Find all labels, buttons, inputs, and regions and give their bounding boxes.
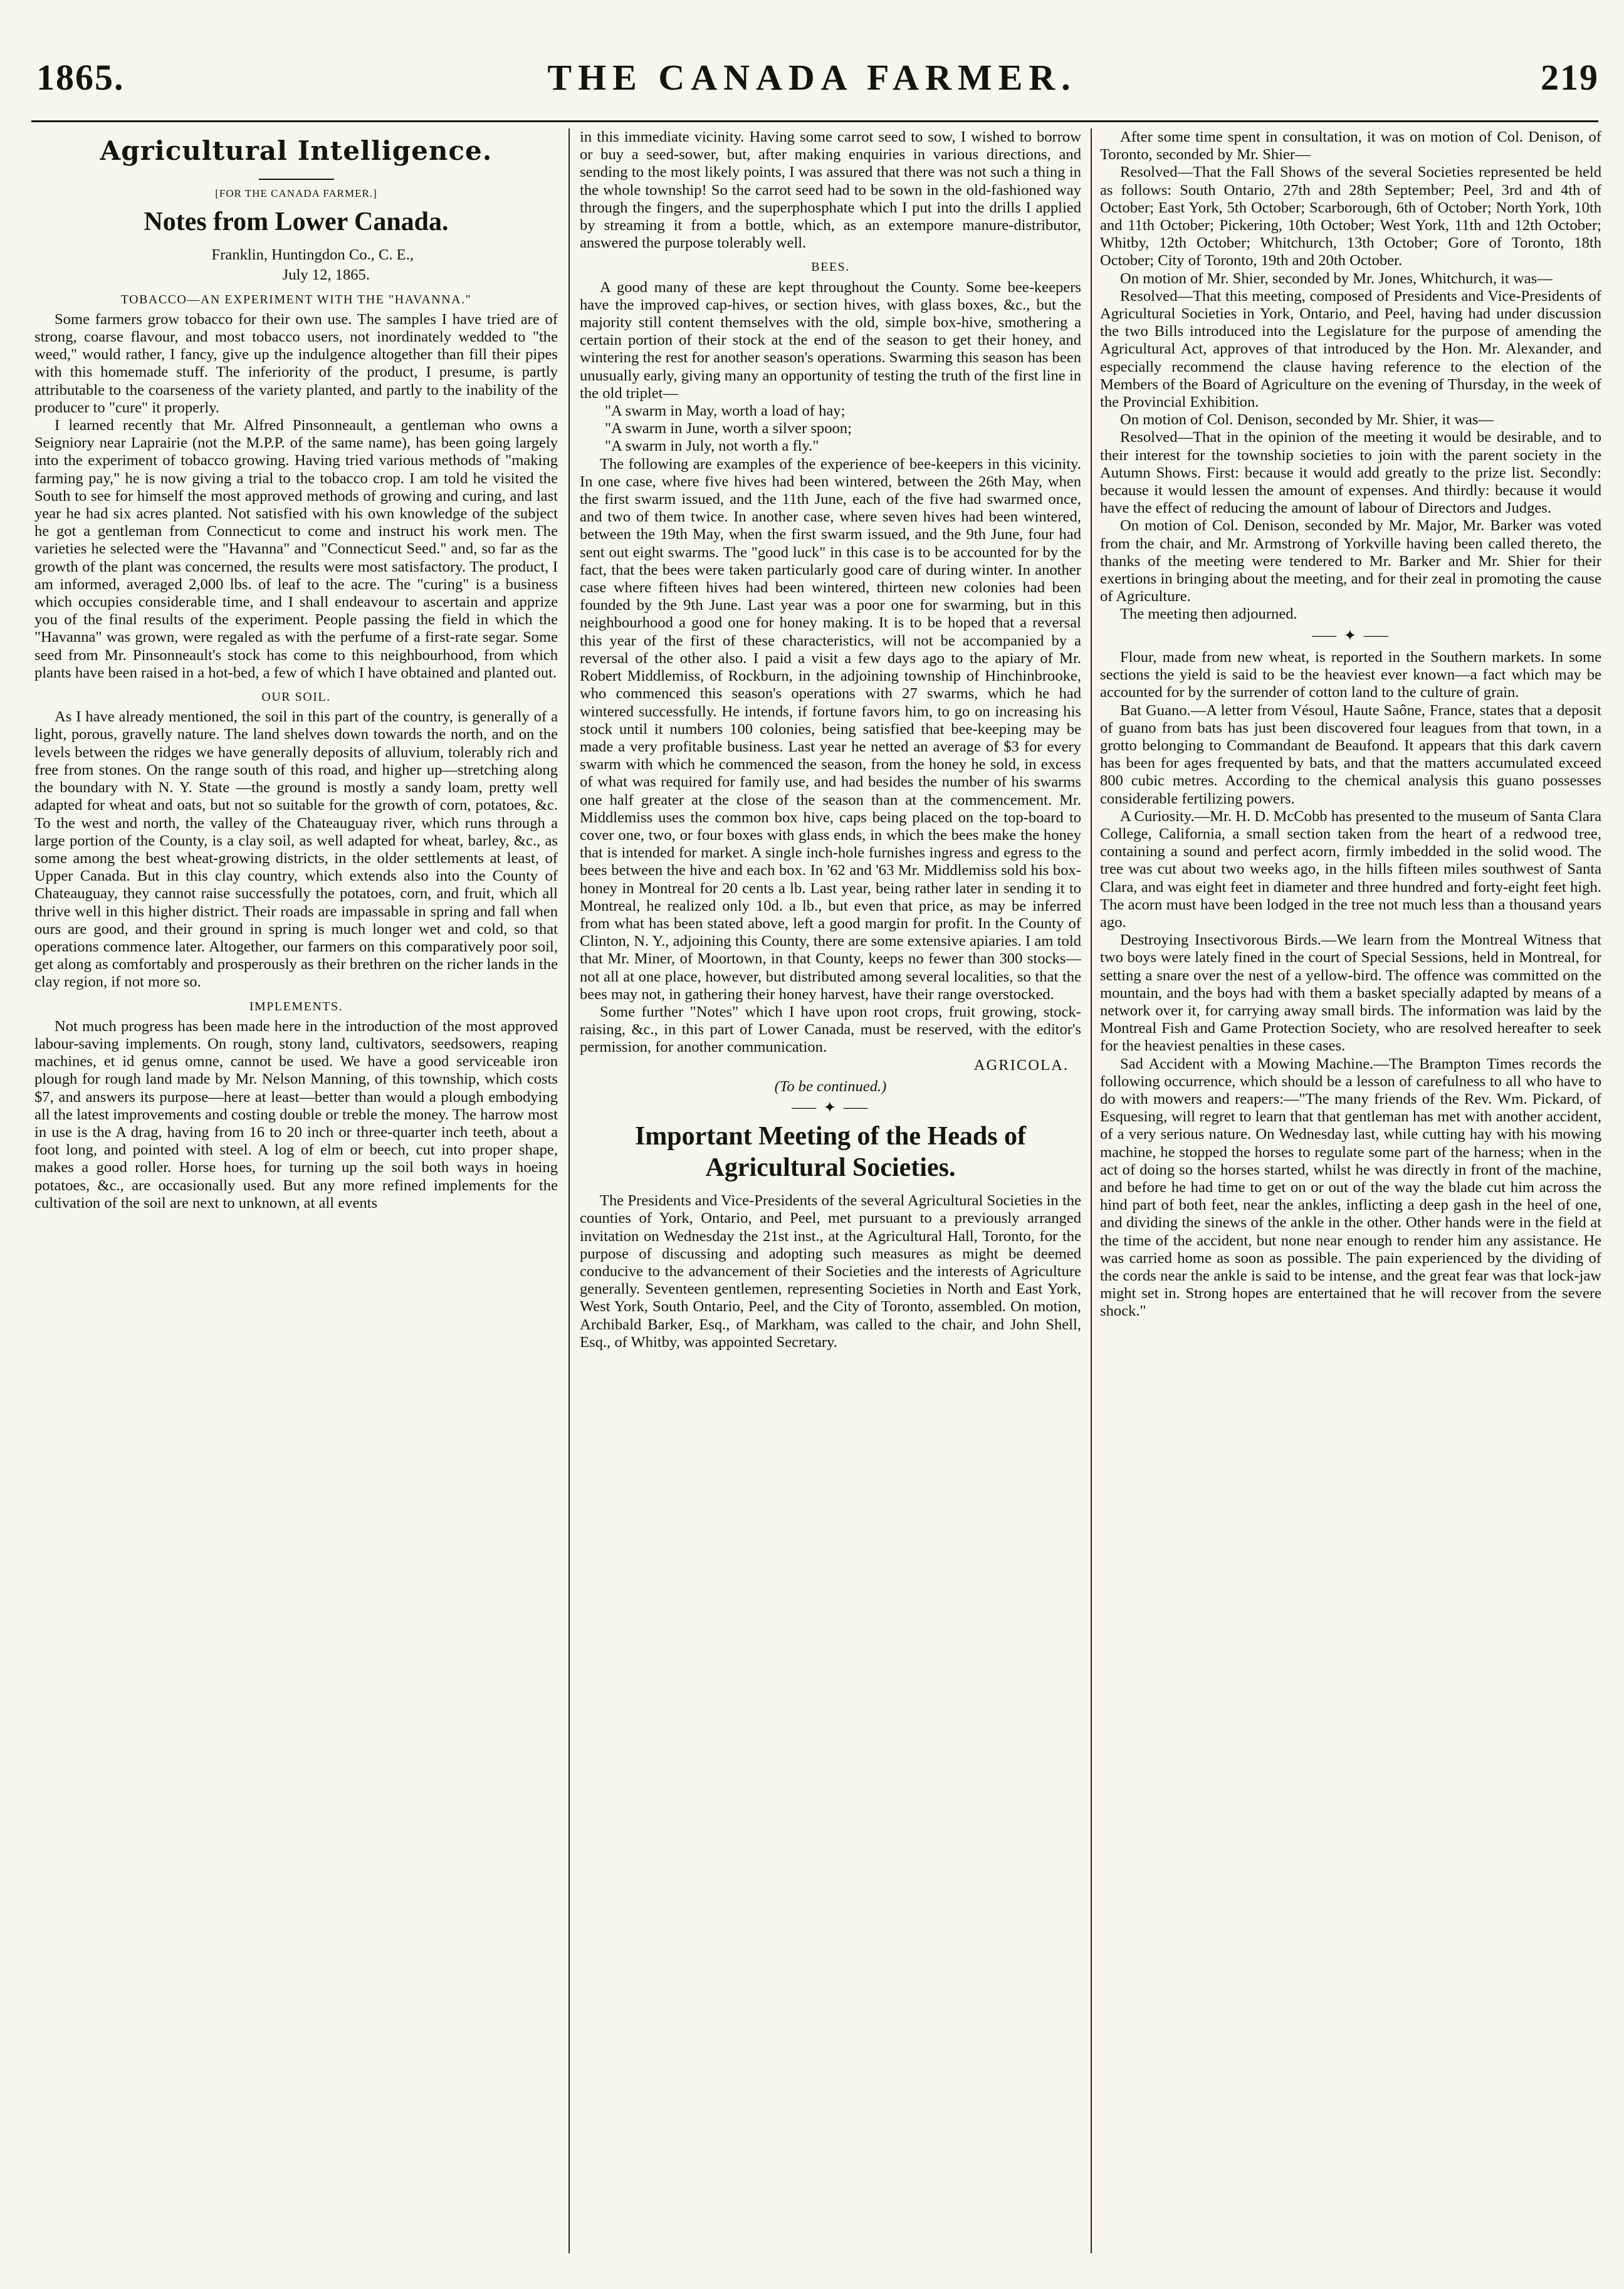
header-rule <box>31 120 1598 122</box>
column-3 <box>1100 128 1601 2260</box>
publication-title: THE CANADA FARMER. <box>547 57 1077 98</box>
paragraph: The following are examples of the experience of bee-keepers in this vicinity. In one case, where five hives had been wintered, between the 26th May, when the first swarm issued, and the 11th June, each of the five had swarmed once, and two of them twice. In another case, where seven hives had been wintered, between the 19th May, when the first swarm issued, and the 9th June, four had sent out eight swarms. The "good luck" in this case is to be accounted for by the fact, that the bees were taken particularly good care of during winter. In another case where fifteen hives had been wintered, thirteen new colonies had been founded by the 9th June. Last year was a poor one for swarming, but in this neighbourhood a good one for honey making. It is to be hoped that a reversal this year of the first of these characteristics, will not be accompanied by a reversal of the other also. I paid a visit a few days ago to the apiary of Mr. Robert Middlemiss, of Rockburn, in the adjoining township of Hinchinbrooke, who commenced this season's operations with 27 swarms, which he had wintered successfully. He intends, if fortune favors him, to go on increasing his stock until it numbers 100 colonies, being satisfied that bee-keeping may be made a very profitable business. Last year he netted an average of $3 for every swarm with which he commenced the season, from the honey he sold, in excess of what was required for family use, and had besides the number of his swarms one half greater at the close of the season than at the commencement. Mr. Middlemiss uses the common box hive, caps being placed on the top-board to cover one, two, or four boxes with glass ends, in which the bees make the honey that is intended for market. A single inch-hole furnishes ingress and egress to the bees between the hive and each box. In '62 and '63 Mr. Middlemiss sold his box-honey in Montreal for 20 cents a lb. Last year, being rather later in sending it to Montreal, he realized only 10d. a lb., but even that price, as may be inferred from what has been stated above, left a good margin for profit. In the County of Clinton, N. Y., adjoining this County, there are some extensive apiaries. I am told that Mr. Miner, of Moortown, in that County, keeps no fewer than 300 stocks—not all at one place, however, but distributed among several localities, so that the bees may not, in gathering their honey harvest, have their range overstocked. <box>580 455 1081 1003</box>
column-2 <box>580 128 1081 2260</box>
signature: AGRICOLA. <box>973 1056 1069 1074</box>
dateline-date: July 12, 1865. <box>282 266 370 284</box>
column-1 <box>34 128 558 2260</box>
paragraph: After some time spent in consultation, it was on motion of Col. Denison, of Toronto, seconded by Mr. Shier— <box>1100 128 1601 164</box>
verse-line: "A swarm in July, not worth a fly." <box>605 437 819 455</box>
paragraph: Resolved—That the Fall Shows of the several Societies represented be held as follows: South Ontario, 27th and 28th September; Peel, 3rd and 4th of October; East York, 5th October; Scarborough, 6th of October; North York, 10th and 11th October; Pickering, 10th October; West York, 11th and 12th October; Whitby, 12th October; Whitchurch, 13th October; Gore of Toronto, 18th October; City of Toronto, 19th and 20th October. <box>1100 164 1601 270</box>
verse-line: "A swarm in June, worth a silver spoon; <box>605 420 852 437</box>
subheading: TOBACCO—AN EXPERIMENT WITH THE "HAVANNA." <box>120 292 472 306</box>
kicker: [FOR THE CANADA FARMER.] <box>215 187 377 199</box>
paragraph: Some farmers grow tobacco for their own use. The samples I have tried are of strong, coarse flavour, and most tobacco users, not inordinately wedded to "the weed," would rather, I fancy, give up the indulgence altogether than fill their pipes with this homemade stuff. The inferiority of the product, I presume, is partly attributable to the coarseness of the variety planted, and partly to the inability of the producer to "cure" it properly. <box>34 310 558 416</box>
paragraph: Resolved—That this meeting, composed of Presidents and Vice-Presidents of Agricultural Societies in York, Ontario, and Peel, having had under discussion the two Bills introduced into the Legislature for the purpose of amending the Agricultural Act, approves of that introduced by the Hon. Mr. Alexander, and especially recommend the clause having reference to the election of the Members of the Board of Agriculture on the evening of Thursday, in the week of the Provincial Exhibition. <box>1100 287 1601 411</box>
paragraph: Flour, made from new wheat, is reported in the Southern markets. In some sections the yield is said to be the heaviest ever known—a fact which may be accounted for by the surrender of cotton land to the culture of grain. <box>1100 648 1601 701</box>
article-headline: Notes from Lower Canada. <box>144 207 449 237</box>
paragraph: Not much progress has been made here in the introduction of the most approved labour-saving implements. On rough, stony land, cultivators, seedsowers, reaping machines, et id genus omne, cannot be used. We have a good serviceable iron plough for rough land made by Mr. Nelson Manning, of this township, which costs $7, and answers its purpose—here at least—better than would a plough embodying all the latest improvements and costing double or treble the money. The harrow most in use is the A drag, having from 16 to 20 inch or three-quarter inch teeth, about a foot long, and pointed with steel. A log of elm or beech, cut into proper shape, makes a good roller. Horse hoes, for turning up the soil both ways in hoeing potatoes, &c., are occasionally used. But any more refined implements for the cultivation of the soil are next to unknown, at all events <box>34 1017 558 1212</box>
paragraph: I learned recently that Mr. Alfred Pinsonneault, a gentleman who owns a Seigniory near Laprairie (not the M.P.P. of the same name), has been going largely into the experiment of tobacco growing. Having tried various methods of "making farming pay," he is now giving a trial to the tobacco crop. I am told he visited the South to see for himself the most approved methods of growing and curing, and last year he had six acres planted. Not satisfied with his own knowledge of the subject he got a gentleman from Connecticut to come and instruct his work men. The varieties he selected were the "Havanna" and "Connecticut Seed." and, so far as the growth of the plant was concerned, the results were most satisfactory. The product, I am informed, averaged 2,000 lbs. of leaf to the acre. The "curing" is a business which occupies considerable time, and I shall endeavour to ascertain and apprize you of the final results of the experiment. People passing the field in which the "Havanna" was grown, were regaled as with the perfume of a first-rate segar. Some seed from Mr. Pinsonneault's stock has come to this neighbourhood, from which plants have been raised in a hot-bed, a few of which I have obtained and planted out. <box>34 417 558 681</box>
subheading: IMPLEMENTS. <box>249 999 343 1014</box>
paragraph: On motion of Col. Denison, seconded by Mr. Major, Mr. Barker was voted from the chair, and Mr. Armstrong of Yorkville having been called thereto, the thanks of the meeting were tendered to Mr. Barker and Mr. Shier for their exertions in bringing about the meeting, and for their zeal in promoting the cause of Agriculture. <box>1100 517 1601 605</box>
paragraph: Destroying Insectivorous Birds.—We learn from the Montreal Witness that two boys were lately fined in the court of Special Sessions, held in Montreal, for setting a snare over the nest of a yellow-bird. The offence was committed on the mountain, and the boys had with them a basket specially adapted by means of a network over it, for carrying away small birds. The information was laid by the Montreal Fish and Game Protection Society, who are resolved hereafter to seek for the heaviest penalties in these cases. <box>1100 931 1601 1055</box>
subheading: BEES. <box>811 260 850 275</box>
paragraph: The meeting then adjourned. <box>1119 605 1297 623</box>
column-divider <box>568 128 570 2253</box>
paragraph: A good many of these are kept throughout the County. Some bee-keepers have the improved cap-hives, or section hives, with glass boxes, &c., but the majority still content themselves with the old, simple box-hive, smothering a certain portion of their stock at the end of the season to get their honey, and wintering the rest for another season's operations. Swarming this season has been unusually early, giving many an opportunity of testing the truth of the first line in the old triplet— <box>580 278 1081 402</box>
subheading: OUR SOIL. <box>261 690 331 705</box>
continued-note: (To be continued.) <box>774 1077 887 1095</box>
page-number: 219 <box>1541 57 1599 98</box>
divider <box>259 179 334 180</box>
column-divider <box>1091 128 1092 2253</box>
paragraph: in this immediate vicinity. Having some carrot seed to sow, I wished to borrow or buy a seed-sower, but, after making enquiries in various directions, and sending to the most likely points, I was assured that there was not such a thing in the whole township! So the carrot seed had to be sown in the old-fashioned way through the fingers, and the superphosphate which I put into the drills I applied by streaming it from a bottle, which, as an extempore manure-distributor, answered the purpose tolerably well. <box>580 128 1081 252</box>
dateline: Franklin, Huntingdon Co., C. E., <box>211 246 414 264</box>
ornamental-rule: ⸺ ✦ ⸺ <box>1311 627 1391 644</box>
issue-year: 1865. <box>36 57 125 98</box>
paragraph: On motion of Mr. Shier, seconded by Mr. Jones, Whitchurch, it was— <box>1119 270 1553 287</box>
paragraph: Sad Accident with a Mowing Machine.—The Brampton Times records the following occurrence, which should be a lesson of carefulness to all who have to do with mowers and reapers:—"The many friends of the Rev. Wm. Pickard, of Esquesing, will regret to learn that that gentleman has met with another accident, of a very serious nature. On Wednesday last, while cutting hay with his mowing machine, he stopped the horses to regulate some part of the harness; when in the act of doing so the horses started, whilst he was directly in front of the machine, and before he had time to get on or out of the way the blade cut him across the hind part of both feet, near the ankles, inflicting a deep gash in the heel of one, and dividing the sinews of the ankle in the other. Other hands were in the field at the time of the accident, but none near enough to render him any assistance. He was carried home as soon as possible. The pain experienced by the dividing of the cords near the ankle is said to be intense, and the great fear was that lock-jaw might set in. Strong hopes are entertained that he will recover from the severe shock." <box>1100 1055 1601 1320</box>
paragraph: The Presidents and Vice-Presidents of the several Agricultural Societies in the counties of York, Ontario, and Peel, met pursuant to a previously arranged invitation on Wednesday the 21st inst., at the Agricultural Hall, Toronto, for the purpose of discussing and adopting such measures as might be deemed conducive to the advancement of their Societies and the interests of Agriculture generally. Seventeen gentlemen, representing Societies in North and East York, West York, South Ontario, Peel, and the City of Toronto, assembled. On motion, Archibald Barker, Esq., of Markham, was called to the chair, and John Shell, Esq., of Whitby, was appointed Secretary. <box>580 1192 1081 1351</box>
paragraph: Bat Guano.—A letter from Vésoul, Haute Saône, France, states that a deposit of guano from bats has just been discovered four leagues from that town, in a grotto belonging to Commandant de Beaufond. It appears that this dark cavern has been for ages frequented by bats, and that the matters accumulated exceed 800 cubic metres. According to the chemical analysis this guano possesses considerable fertilizing powers. <box>1100 701 1601 807</box>
paragraph: A Curiosity.—Mr. H. D. McCobb has presented to the museum of Santa Clara College, California, a small section taken from the heart of a redwood tree, containing a sound and perfect acorn, firmly imbedded in the solid wood. The tree was cut about two weeks ago, in the hills fifteen miles southwest of Santa Clara, and was eight feet in diameter and three hundred and forty-eight feet high. The acorn must have been lodged in the tree not much less than a thousand years ago. <box>1100 807 1601 931</box>
masthead <box>0 44 1624 119</box>
paragraph: As I have already mentioned, the soil in this part of the country, is generally of a light, porous, gravelly nature. The land shelves down towards the north, and on the levels between the ridges we have generally deposits of alluvium, tolerably rich and free from stones. On the range south of this road, and higher up—stretching along the boundary with N. Y. State —the ground is mostly a sandy loam, pretty well adapted for wheat and oats, but not so suitable for the growth of corn, potatoes, &c. To the west and north, the valley of the Chateauguay river, which runs through a large portion of the County, is a clay soil, as well adapted for wheat, barley, &c., as some among the best wheat-growing districts, in the older settlements at least, of Upper Canada. But in this clay country, which extends also into the County of Chateauguay, they cannot raise successfully the potatoes, corn, and fruit, which all thrive well in this higher district. Their roads are impassable in spring and fall when ours are good, and their ground in spring is much longer wet and cold, so that operations commence later. Altogether, our farmers on this comparatively poor soil, get along as comfortably and prosperously as their brethren on the richer lands in the clay region, if not more so. <box>34 708 558 991</box>
verse-line: "A swarm in May, worth a load of hay; <box>605 402 846 420</box>
ornamental-rule: ⸺ ✦ ⸺ <box>790 1099 871 1116</box>
article-headline: Important Meeting of the Heads of Agricultural Societies. <box>634 1122 1027 1183</box>
section-heading: Agricultural Intelligence. <box>100 135 493 166</box>
paragraph: On motion of Col. Denison, seconded by Mr. Shier, it was— <box>1119 411 1494 429</box>
paragraph: Some further "Notes" which I have upon root crops, fruit growing, stock-raising, &c., in this part of Lower Canada, must be reserved, with the editor's permission, for another communication. <box>580 1003 1081 1056</box>
paragraph: Resolved—That in the opinion of the meeting it would be desirable, and to their interest for the township societies to join with the parent society in the Autumn Shows. First: because it would add greatly to the prize list. Secondly: because it would lessen the amount of expenses. And thirdly: because it would have the effect of reducing the amount of labour of Directors and Judges. <box>1100 429 1601 517</box>
